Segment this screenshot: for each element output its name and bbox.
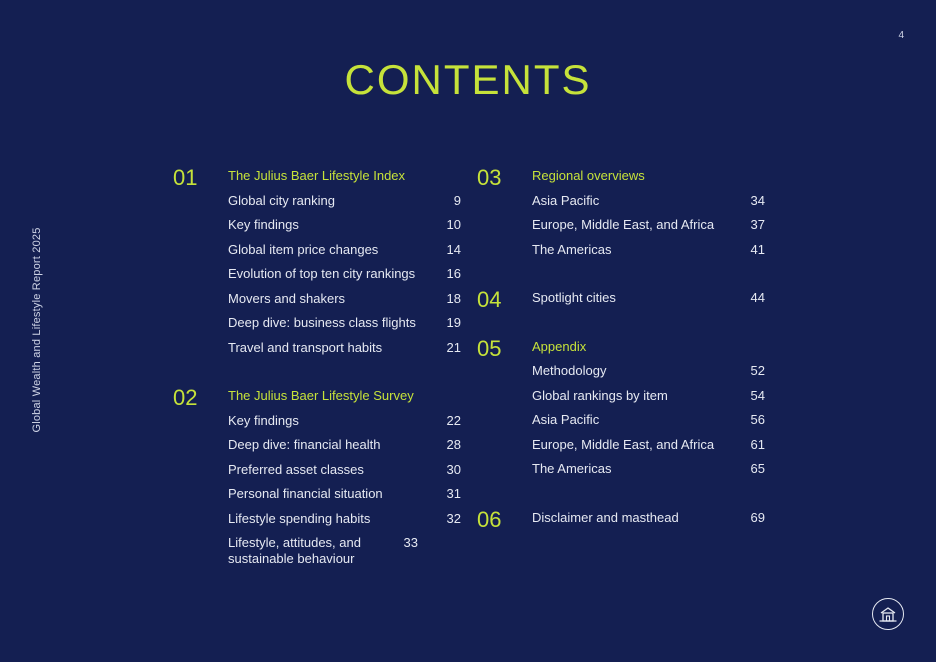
toc-entry[interactable] (228, 238, 461, 263)
toc-entry-label: Global item price changes (228, 241, 379, 257)
toc-section-02 (173, 384, 461, 569)
toc-section-03 (477, 164, 765, 262)
toc-entry-page: 31 (446, 486, 461, 501)
toc-entry-page: 56 (750, 412, 765, 427)
toc-entry[interactable] (532, 506, 765, 531)
toc-entry-page: 16 (446, 266, 461, 281)
toc-section-05 (477, 335, 765, 482)
toc-entry-page: 18 (446, 290, 461, 306)
toc-entry-label: Methodology (532, 363, 607, 378)
toc-section-06 (477, 506, 765, 531)
toc-entry-page: 41 (750, 241, 765, 257)
toc-entry-label: Global rankings by item (532, 387, 668, 403)
toc-entry-label: Lifestyle, attitudes, and sustainable behaviour (228, 535, 361, 566)
section-number: 05 (477, 335, 502, 361)
page-number: 4 (898, 30, 904, 41)
toc-entry-label: The Americas (532, 461, 612, 476)
report-side-title: Global Wealth and Lifestyle Report 2025 (31, 227, 43, 433)
toc-entry-page: 28 (446, 437, 461, 452)
toc-entry-page: 32 (446, 510, 461, 526)
section-title-link[interactable]: The Julius Baer Lifestyle Index (228, 168, 406, 183)
toc-entry[interactable] (228, 262, 461, 287)
section-title-link[interactable]: The Julius Baer Lifestyle Survey (228, 388, 414, 403)
toc-entry[interactable] (532, 213, 765, 238)
section-number: 04 (477, 287, 502, 312)
toc-entry[interactable] (228, 409, 461, 434)
toc-entry[interactable] (532, 189, 765, 214)
toc-entry-label: Key findings (228, 217, 299, 232)
toc-entry-label: Europe, Middle East, and Africa (532, 217, 715, 232)
page-title: CONTENTS (344, 56, 592, 103)
toc-left-column (173, 164, 461, 593)
section-title-link[interactable]: Regional overviews (532, 168, 645, 183)
toc-entry-label: Europe, Middle East, and Africa (532, 436, 715, 452)
section-number: 01 (173, 165, 198, 190)
toc-entry-label: Preferred asset classes (228, 461, 364, 477)
toc-entry-label: Movers and shakers (228, 290, 346, 306)
toc-entry-label: Disclaimer and masthead (532, 509, 679, 525)
toc-entry[interactable] (532, 286, 765, 311)
section-number: 03 (477, 165, 502, 190)
toc-entry-page: 34 (750, 192, 765, 208)
toc-entry-label: Asia Pacific (532, 192, 600, 208)
toc-entry[interactable] (228, 287, 461, 312)
toc-entry[interactable] (228, 213, 461, 238)
toc-entry-label: Key findings (228, 412, 299, 428)
toc-entry[interactable] (532, 408, 765, 433)
toc-entry[interactable] (228, 311, 461, 336)
toc-entry[interactable] (228, 531, 461, 569)
toc-section-01 (173, 164, 461, 360)
toc-entry[interactable] (532, 238, 765, 263)
toc-entry[interactable] (532, 384, 765, 409)
toc-entry[interactable] (532, 433, 765, 458)
toc-entry-label: Asia Pacific (532, 412, 600, 427)
toc-entry-page: 69 (750, 509, 765, 525)
toc-entry-label: Global city ranking (228, 192, 335, 208)
toc-right-column (477, 164, 765, 554)
toc-entry[interactable] (532, 457, 765, 482)
toc-entry[interactable] (228, 189, 461, 214)
toc-entry-page: 30 (446, 461, 461, 477)
toc-entry-page: 54 (750, 387, 765, 403)
toc-entry-label: Personal financial situation (228, 486, 383, 501)
toc-entry-page: 14 (446, 241, 461, 257)
toc-entry-page: 37 (750, 217, 765, 232)
toc-entry-page: 9 (453, 192, 461, 208)
toc-entry-label: Deep dive: financial health (228, 437, 381, 452)
toc-entry-page: 10 (446, 217, 461, 232)
home-icon (879, 606, 897, 622)
toc-entry-page: 21 (446, 339, 461, 355)
toc-entry[interactable] (228, 336, 461, 361)
home-button[interactable] (872, 598, 904, 630)
toc-entry[interactable] (228, 507, 461, 532)
toc-entry-label: Lifestyle spending habits (228, 510, 371, 526)
toc-entry[interactable] (228, 433, 461, 458)
toc-entry-page: 61 (750, 436, 765, 452)
toc-entry[interactable] (228, 482, 461, 507)
toc-entry[interactable] (532, 359, 765, 384)
toc-section-04 (477, 286, 765, 311)
section-number: 02 (173, 385, 198, 410)
toc-entry-label: Evolution of top ten city rankings (228, 266, 416, 281)
toc-entry-label: Travel and transport habits (228, 339, 383, 355)
toc-entry-page: 33 (403, 535, 418, 550)
toc-entry-label: Deep dive: business class flights (228, 315, 416, 330)
toc-entry-page: 22 (446, 412, 461, 428)
toc-entry-label: The Americas (532, 241, 612, 257)
toc-entry-page: 65 (750, 461, 765, 476)
toc-entry[interactable] (228, 458, 461, 483)
toc-entry-page: 44 (750, 290, 765, 305)
toc-entry-page: 19 (446, 315, 461, 330)
toc-entry-page: 52 (750, 363, 765, 378)
section-title-link[interactable]: Appendix (532, 338, 587, 354)
toc-entry-label: Spotlight cities (532, 290, 616, 305)
section-number: 06 (477, 506, 502, 532)
